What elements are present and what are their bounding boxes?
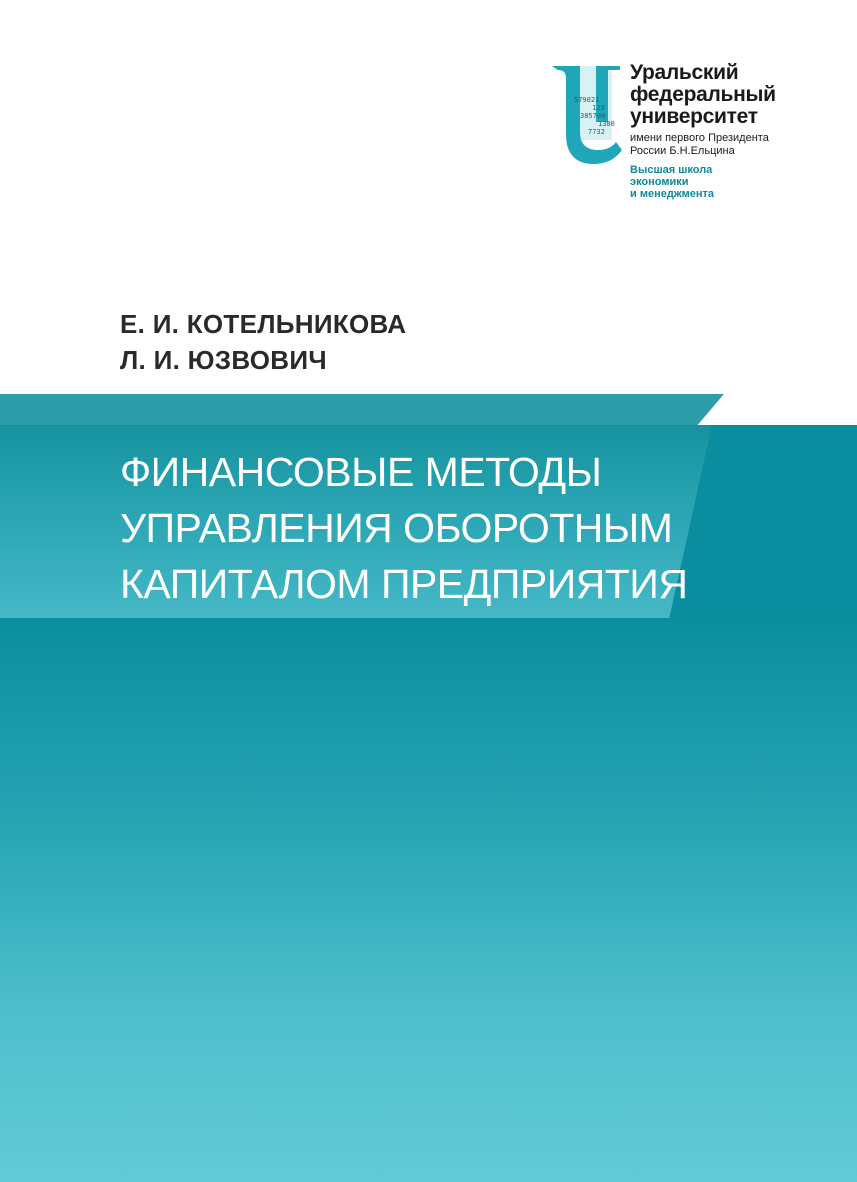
logo-number: 123	[592, 104, 605, 112]
decorative-band-top	[0, 394, 724, 428]
school-name-line: Высшая школа	[630, 164, 713, 176]
university-name-line: Уральский	[630, 61, 739, 84]
university-text	[630, 62, 776, 200]
authors	[120, 306, 406, 378]
university-name-line: федеральный	[630, 83, 776, 106]
logo-number: 385700	[580, 112, 606, 120]
university-name	[630, 62, 776, 128]
university-logo	[550, 62, 800, 212]
logo-number: 7732	[588, 128, 605, 136]
university-subtitle-line: имени первого Президента	[630, 132, 769, 144]
book-title	[120, 444, 687, 612]
urfu-emblem-icon	[550, 62, 622, 166]
university-name-line: университет	[630, 105, 758, 128]
author-name: Л. И. ЮЗВОВИЧ	[120, 345, 327, 375]
book-title-line: УПРАВЛЕНИЯ ОБОРОТНЫМ	[120, 505, 673, 551]
logo-number: 1380	[598, 120, 615, 128]
school-name-line: экономики	[630, 176, 689, 188]
book-title-line: ФИНАНСОВЫЕ МЕТОДЫ	[120, 449, 602, 495]
cover-background-gradient	[0, 615, 857, 1182]
university-subtitle-line: России Б.Н.Ельцина	[630, 145, 735, 157]
school-name	[630, 164, 776, 200]
university-subtitle	[630, 132, 776, 158]
author-name: Е. И. КОТЕЛЬНИКОВА	[120, 309, 407, 339]
school-name-line: и менеджмента	[630, 188, 715, 200]
logo-number: 579021	[574, 96, 600, 104]
book-title-line: КАПИТАЛОМ ПРЕДПРИЯТИЯ	[120, 561, 688, 607]
